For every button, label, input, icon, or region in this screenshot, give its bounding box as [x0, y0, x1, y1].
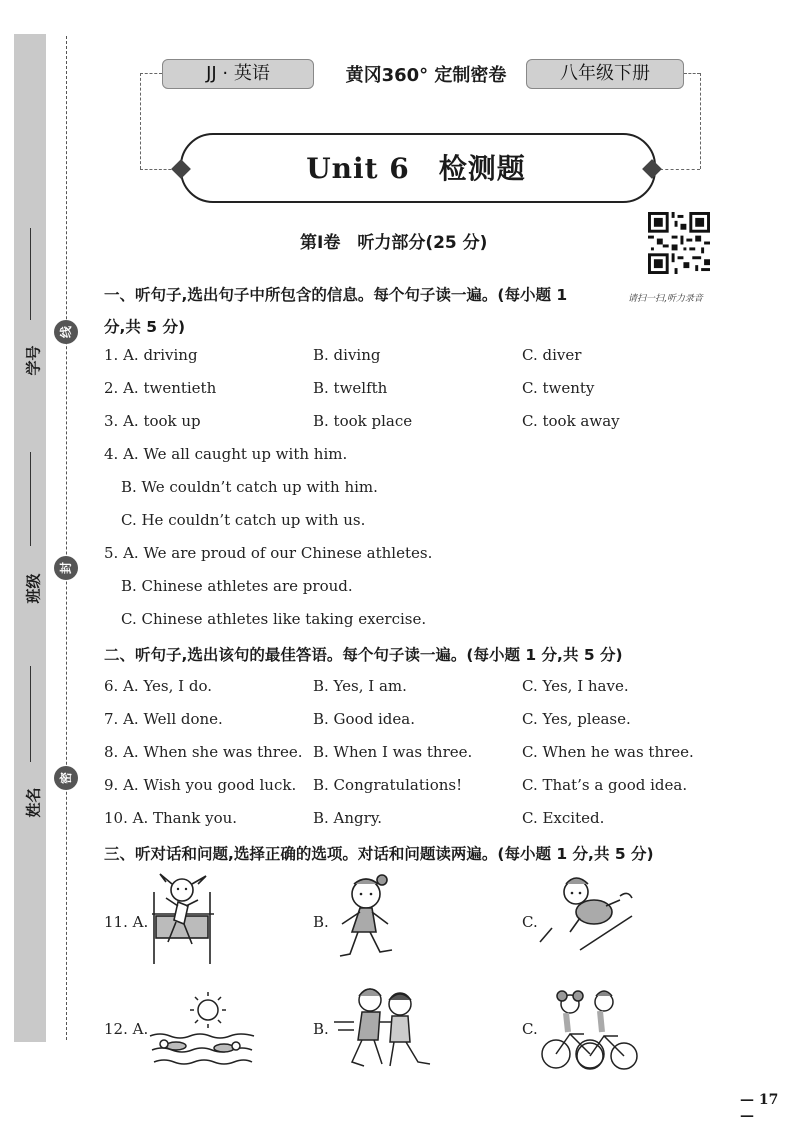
- q9-option-c[interactable]: C. That’s a good idea.: [522, 776, 688, 794]
- q3-option-a[interactable]: 3. A. took up: [104, 412, 201, 430]
- part1-heading-cont: 分,共 5 分): [104, 318, 186, 336]
- header-dash-right: [684, 73, 700, 74]
- student-id-line: [30, 228, 31, 320]
- q8-option-a[interactable]: 8. A. When she was three.: [104, 743, 303, 761]
- q8-option-c[interactable]: C. When he was three.: [522, 743, 694, 761]
- qr-caption: 请扫一扫,听力录音: [628, 294, 703, 304]
- q11-option-b[interactable]: B.: [313, 913, 329, 931]
- running-girl-icon: [332, 874, 408, 970]
- q6-option-b[interactable]: B. Yes, I am.: [313, 677, 407, 695]
- q12-option-a[interactable]: 12. A.: [104, 1020, 149, 1038]
- q1-option-a[interactable]: 1. A. driving: [104, 346, 198, 364]
- seal-dense-mark: 密: [54, 766, 78, 790]
- q5-option-a[interactable]: 5. A. We are proud of our Chinese athletes.: [104, 544, 433, 562]
- header-dash-left-v: [140, 73, 141, 169]
- q6-option-a[interactable]: 6. A. Yes, I do.: [104, 677, 212, 695]
- class-line: [30, 452, 31, 546]
- seal-line-mark: 线: [54, 320, 78, 344]
- q2-option-b[interactable]: B. twelfth: [313, 379, 388, 397]
- q11-option-a[interactable]: 11. A.: [104, 913, 149, 931]
- q7-option-b[interactable]: B. Good idea.: [313, 710, 415, 728]
- grade-badge: 八年级下册: [526, 59, 684, 89]
- q10-option-a[interactable]: 10. A. Thank you.: [104, 809, 238, 827]
- q3-option-b[interactable]: B. took place: [313, 412, 413, 430]
- q12-option-b[interactable]: B.: [313, 1020, 329, 1038]
- page-number: — 17 —: [740, 1092, 779, 1124]
- two-kids-cycling-icon: [540, 984, 640, 1074]
- class-label: 班级: [24, 573, 43, 604]
- student-id-label: 学号: [24, 345, 43, 376]
- q9-option-b[interactable]: B. Congratulations!: [313, 776, 463, 794]
- q3-option-c[interactable]: C. took away: [522, 412, 620, 430]
- sun-swimming-icon: [150, 988, 254, 1068]
- q12-option-c[interactable]: C.: [522, 1020, 538, 1038]
- page-title: Unit 6 检测题: [306, 152, 526, 185]
- title-dash-right: [660, 169, 700, 170]
- q2-option-c[interactable]: C. twenty: [522, 379, 595, 397]
- q4-option-b[interactable]: B. We couldn’t catch up with him.: [121, 478, 378, 496]
- part2-heading: 二、听句子,选出该句的最佳答语。每个句子读一遍。(每小题 1 分,共 5 分): [104, 646, 623, 664]
- q10-option-c[interactable]: C. Excited.: [522, 809, 605, 827]
- two-kids-skating-icon: [334, 982, 434, 1074]
- q7-option-c[interactable]: C. Yes, please.: [522, 710, 631, 728]
- q1-option-c[interactable]: C. diver: [522, 346, 582, 364]
- header-dash-left: [140, 73, 162, 74]
- part3-heading: 三、听对话和问题,选择正确的选项。对话和问题读两遍。(每小题 1 分,共 5 分): [104, 845, 654, 863]
- q1-option-b[interactable]: B. diving: [313, 346, 381, 364]
- binding-dashed-line: [66, 36, 67, 1040]
- seal-seal-mark: 封: [54, 556, 78, 580]
- q7-option-a[interactable]: 7. A. Well done.: [104, 710, 223, 728]
- q2-option-a[interactable]: 2. A. twentieth: [104, 379, 217, 397]
- header-dash-right-v: [700, 73, 701, 169]
- name-label: 姓名: [24, 787, 43, 818]
- series-label: 黄冈360° 定制密卷: [345, 65, 507, 86]
- q8-option-b[interactable]: B. When I was three.: [313, 743, 473, 761]
- q9-option-a[interactable]: 9. A. Wish you good luck.: [104, 776, 297, 794]
- subject-badge: JJ · 英语: [162, 59, 314, 89]
- high-jump-girl-icon: [148, 872, 230, 968]
- q4-option-c[interactable]: C. He couldn’t catch up with us.: [121, 511, 366, 529]
- qr-code-icon[interactable]: [648, 212, 710, 274]
- q6-option-c[interactable]: C. Yes, I have.: [522, 677, 629, 695]
- part1-heading: 一、听句子,选出句子中所包含的信息。每个句子读一遍。(每小题 1: [104, 286, 568, 304]
- name-line: [30, 666, 31, 762]
- section-title: 第Ⅰ卷 听力部分(25 分): [300, 233, 488, 253]
- q10-option-b[interactable]: B. Angry.: [313, 809, 383, 827]
- q4-option-a[interactable]: 4. A. We all caught up with him.: [104, 445, 348, 463]
- rolling-boy-icon: [540, 872, 640, 956]
- q11-option-c[interactable]: C.: [522, 913, 538, 931]
- q5-option-c[interactable]: C. Chinese athletes like taking exercise.: [121, 610, 427, 628]
- q5-option-b[interactable]: B. Chinese athletes are proud.: [121, 577, 353, 595]
